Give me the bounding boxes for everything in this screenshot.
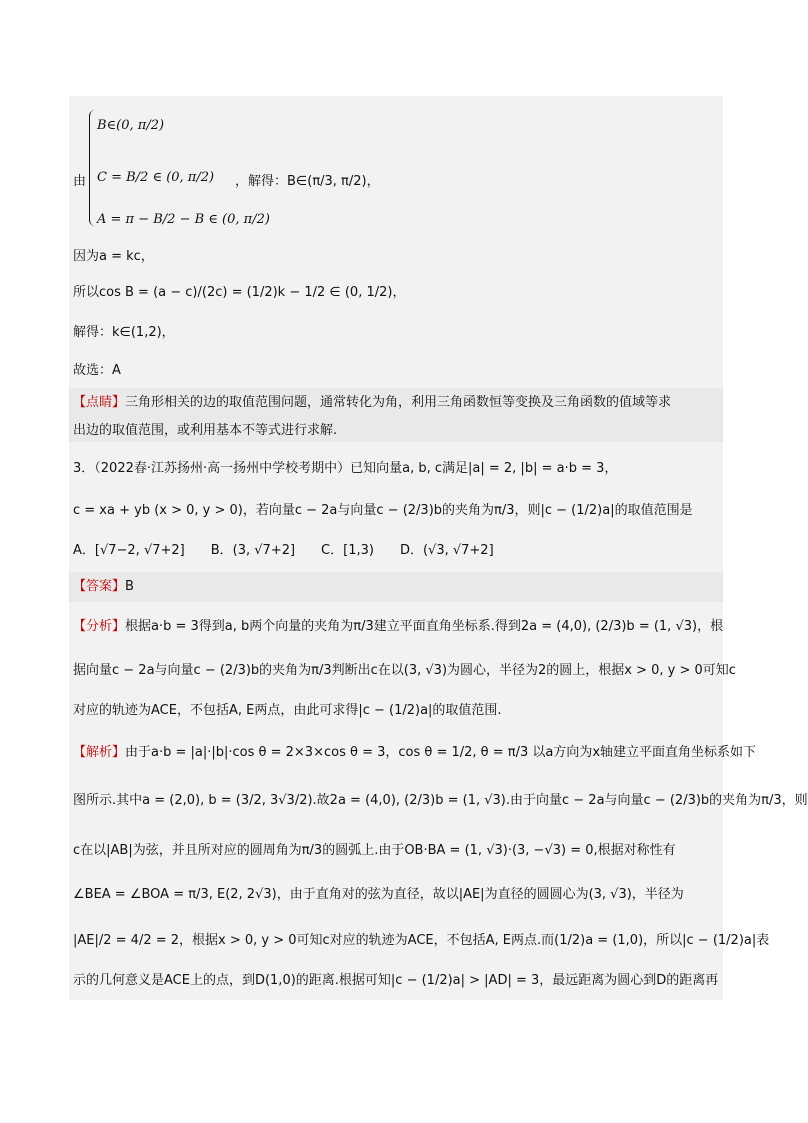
line-jiexi-2: 图所示.其中a = (2,0), b = (3/2, 3√3/2).故2a = (4,0), (2/3)b = (1, √3).由于向量c − 2a与向量c − (2/3)b的夹角为π/3，则	[73, 793, 808, 808]
system-solution: ，解得：B∈(π/3, π/2)，	[235, 174, 380, 189]
question-3-options: A．[√7−2, √7+2] B．(3, √7+2] C．[1,3) D．(√3, √7+2]	[73, 543, 494, 558]
line-dianjing-2: 出边的取值范围，或利用基本不等式进行求解.	[73, 423, 338, 438]
system-row-2: C = B/2 ∈ (0, π/2)	[97, 170, 215, 185]
line-jiexi-5: |AE|/2 = 4/2 = 2，根据x > 0, y > 0可知c对应的轨迹为ACE，不包括A, E两点.而(1/2)a = (1,0)，所以|c − (1/2)a|表	[73, 933, 770, 948]
line-jiexi-1: 【解析】由于a·b = |a|·|b|·cos θ = 2×3×cos θ = 3，cos θ = 1/2, θ = π/3 以a方向为x轴建立平面直角坐标系如下	[73, 745, 757, 760]
line-cos-b: 所以cos B = (a − c)/(2c) = (1/2)k − 1/2 ∈ (0, 1/2)，	[73, 285, 406, 300]
line-jiexi-4: ∠BEA = ∠BOA = π/3, E(2, 2√3)，由于直角对的弦为直径，故以|AE|为直径的圆圆心为(3, √3)，半径为	[73, 887, 684, 902]
line-fenxi-1: 【分析】根据a·b = 3得到a, b两个向量的夹角为π/3建立平面直角坐标系.得到2a = (4,0), (2/3)b = (1, √3)，根	[73, 619, 724, 634]
equation-system	[73, 106, 433, 226]
line-choose: 故选：A	[73, 363, 121, 378]
line-jiexi-3: c在以|AB|为弦，并且所对应的圆周角为π/3的圆弧上.由于OB·BA = (1, √3)·(3, −√3) = 0,根据对称性有	[73, 843, 676, 858]
line-answer: 【答案】B	[73, 579, 134, 594]
line-because: 因为a = kc，	[73, 249, 154, 264]
solution-content	[69, 96, 808, 1000]
line-fenxi-2: 据向量c − 2a与向量c − (2/3)b的夹角为π/3判断出c在以(3, √3)为圆心，半径为2的圆上，根据x > 0, y > 0可知c	[73, 663, 736, 678]
system-row-3: A = π − B/2 − B ∈ (0, π/2)	[97, 212, 270, 227]
line-dianjing-1: 【点睛】三角形相关的边的取值范围问题，通常转化为角，利用三角函数恒等变换及三角函数的值域等求	[73, 395, 672, 410]
line-solve-k: 解得：k∈(1,2)，	[73, 325, 175, 340]
system-row-1: B∈(0, π/2)	[97, 118, 165, 133]
line-jiexi-6: 示的几何意义是ACE上的点，到D(1,0)的距离.根据可知|c − (1/2)a| > |AD| = 3，最远距离为圆心到D的距离再	[73, 973, 719, 988]
system-prefix: 由	[73, 174, 87, 189]
line-fenxi-3: 对应的轨迹为ACE，不包括A, E两点，由此可求得|c − (1/2)a|的取值范围.	[73, 703, 502, 718]
question-3-line-1: 3．（2022春·江苏扬州·高一扬州中学校考期中）已知向量a, b, c满足|a| = 2, |b| = a·b = 3，	[73, 461, 618, 476]
question-3-line-2: c = xa + yb (x > 0, y > 0)，若向量c − 2a与向量c − (2/3)b的夹角为π/3，则|c − (1/2)a|的取值范围是	[73, 503, 693, 518]
